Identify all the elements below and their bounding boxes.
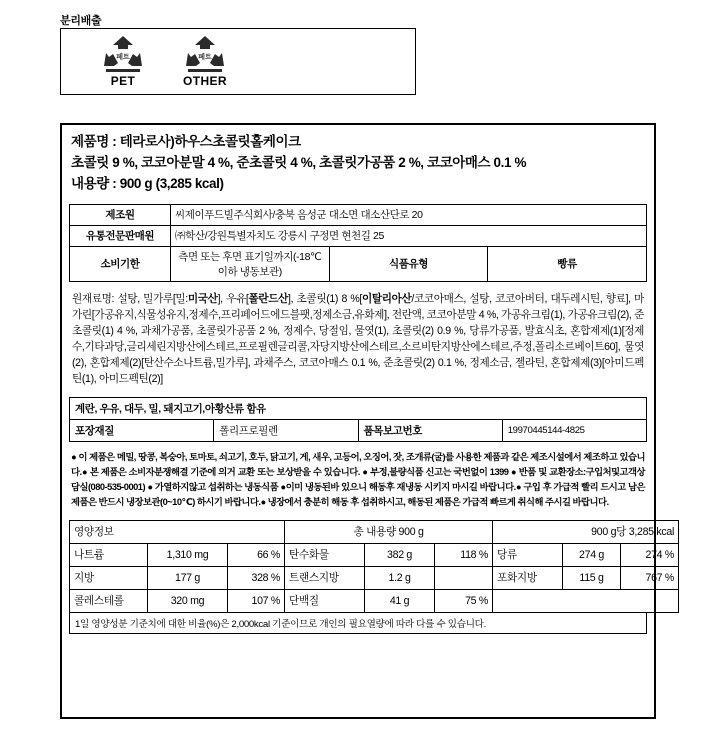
nutrition-serving-size: 총 내용량 900 g	[285, 520, 493, 543]
packaging-material-label: 포장재질	[70, 420, 214, 442]
nutrient-empty-cell	[493, 589, 679, 612]
manufacturer-info-table	[69, 204, 647, 282]
nutrition-header-row	[70, 520, 679, 543]
recycling-mark-caption: PET	[110, 74, 136, 88]
svg-text:페트: 페트	[116, 54, 130, 61]
nutrient-amount: 382 g	[365, 543, 435, 566]
distributor-label: 유통전문판매원	[70, 225, 171, 246]
table-row	[70, 246, 647, 281]
nutrient-label: 지방	[70, 566, 148, 589]
recycling-marks-row	[61, 29, 415, 88]
product-name: 제품명 : 테라로사)하우스초콜릿홀케이크	[71, 134, 301, 149]
notice-text: ● 이 제품은 메밀, 땅콩, 복숭아, 토마토, 쇠고기, 호두, 닭고기, 게, 새우, 고등어, 오징어, 잣, 조개류(굴)를 사용한 제품과 같은 제조시설에서 제조하고 있습니다.● 본 제품은 소비자분쟁해결 기준에 의거 교환 또는 보상받을 수 있습니다. ● 부정,불량식품 신고는 국번없이 1399 ● 반품 및 교환장소:구입처및고객상담실(080-535-0001) ● 가열하지않고 섭취하는 냉동식품 ●이미 냉동된바 있으니 해동후 재냉동 시키지 마시길 바랍니다.● 구입 후 가급적 빨리 드시고 남은 제품은 반드시 냉장보관(0~10℃) 하시기 바랍니다.● 냉장에서 충분히 해동 후 섭취하시고, 해동된 제품은 가급적 빠르게 취식해 주시길 바랍니다.	[71, 452, 645, 508]
packaging-table	[69, 397, 647, 442]
recycle-arrows-icon	[93, 33, 153, 75]
table-row	[70, 398, 647, 420]
main-label-frame	[60, 123, 675, 719]
nutrient-label: 트랜스지방	[285, 566, 365, 589]
table-row	[70, 420, 647, 442]
food-type-value: 빵류	[488, 246, 647, 281]
nutrient-label: 당류	[493, 543, 563, 566]
nutrient-amount: 1,310 mg	[148, 543, 228, 566]
product-volume: 내용량 : 900 g (3,285 kcal)	[71, 175, 224, 191]
separate-discharge-label: 분리배출	[60, 15, 102, 27]
allergen-statement: 계란, 우유, 대두, 밀, 돼지고기,아황산류 함유	[70, 398, 647, 420]
nutrient-amount: 41 g	[365, 589, 435, 612]
manufacturer-label: 제조원	[70, 204, 171, 225]
nutrient-percent: 66 %	[228, 543, 285, 566]
nutrient-amount: 274 g	[563, 543, 621, 566]
expiry-value: 측면 또는 후면 표기일까지(-18℃이하 냉동보관)	[171, 246, 330, 281]
nutrition-footnote: 1일 영양성분 기준치에 대한 비율(%)은 2,000kcal 기준이므로 개인의 필요열량에 따라 다를 수 있습니다.	[69, 613, 647, 634]
table-row	[70, 589, 679, 612]
recycling-mark-other	[175, 33, 235, 88]
nutrient-percent: 107 %	[228, 589, 285, 612]
nutrient-percent: 328 %	[228, 566, 285, 589]
recycle-arrows-icon	[175, 33, 235, 75]
ingredients-text: 원재료명: 설탕, 밀가루[밀:미국산], 우유[폴란드산], 초콜릿(1) 8 %[이탈리아산/코코아매스, 설탕, 코코아버터, 대두레시틴, 향료], 마가린[가공유지,식물성유지,정제수,프리페어드에드블팻,정제소금,유화제], 전란액, 코코아분말 4 %, 가공유크림(1), 가공유크림(2), 준초콜릿(1) 4 %, 과채가공품, 초콜릿가공품 2 %, 정제수, 당절임, 물엿(1), 초콜릿(2) 0.9 %, 당류가공품, 발효식초, 혼합제제(1)[정제수,기타과당,글리세린지방산에스테르,프로필렌글리콜,자당지방산에스테르,소르비탄지방산에스테르,주정,폴리소르베이트60], 물엿(2), 혼합제제(2)[탄산수소나트륨,밀가루], 과채주스, 코코아매스 0.1 %, 준초콜릿(2) 0.1 %, 정제소금, 젤라틴, 혼합제제(3)[아미드펙틴(1), 아미드펙틴(2)]	[72, 292, 644, 386]
nutrient-amount: 177 g	[148, 566, 228, 589]
nutrient-label: 탄수화물	[285, 543, 365, 566]
table-row	[70, 566, 679, 589]
distributor-value: ㈜학산/강원특별자치도 강릉시 구정면 현천길 25	[171, 225, 647, 246]
svg-text:페트: 페트	[198, 54, 212, 61]
food-type-label: 식품유형	[329, 246, 488, 281]
nutrient-amount: 320 mg	[148, 589, 228, 612]
table-row	[70, 543, 679, 566]
nutrient-amount: 115 g	[563, 566, 621, 589]
nutrient-percent: 75 %	[435, 589, 493, 612]
nutrient-percent: 767 %	[621, 566, 679, 589]
nutrition-table	[69, 520, 679, 613]
nutrient-amount: 1.2 g	[365, 566, 435, 589]
table-row	[70, 225, 647, 246]
recycling-mark-pet	[93, 33, 153, 88]
nutrient-percent: 274 %	[621, 543, 679, 566]
nutrient-label: 포화지방	[493, 566, 563, 589]
nutrient-label: 콜레스테롤	[70, 589, 148, 612]
nutrient-label: 나트륨	[70, 543, 148, 566]
nutrition-calories: 900 g당 3,285 kcal	[493, 520, 679, 543]
recycling-marks-box	[60, 28, 416, 95]
packaging-material-value: 폴리프로필렌	[214, 420, 358, 442]
nutrition-facts-block	[69, 520, 675, 634]
report-number-label: 품목보고번호	[358, 420, 502, 442]
table-row	[70, 204, 647, 225]
nutrition-title: 영양정보	[70, 520, 285, 543]
expiry-label: 소비기한	[70, 246, 171, 281]
nutrient-label: 단백질	[285, 589, 365, 612]
product-composition: 초콜릿 9 %, 코코아분말 4 %, 준초콜릿 4 %, 초콜릿가공품 2 %, 코코아매스 0.1 %	[71, 154, 527, 170]
report-number-value: 19970445144-4825	[502, 420, 646, 442]
nutrient-percent: 118 %	[435, 543, 493, 566]
product-title-block	[62, 125, 654, 201]
manufacturer-value: 씨제이푸드빌주식회사/충북 음성군 대소면 대소산단로 20	[171, 204, 647, 225]
recycling-mark-caption: OTHER	[183, 74, 227, 88]
nutrient-percent	[435, 566, 493, 589]
